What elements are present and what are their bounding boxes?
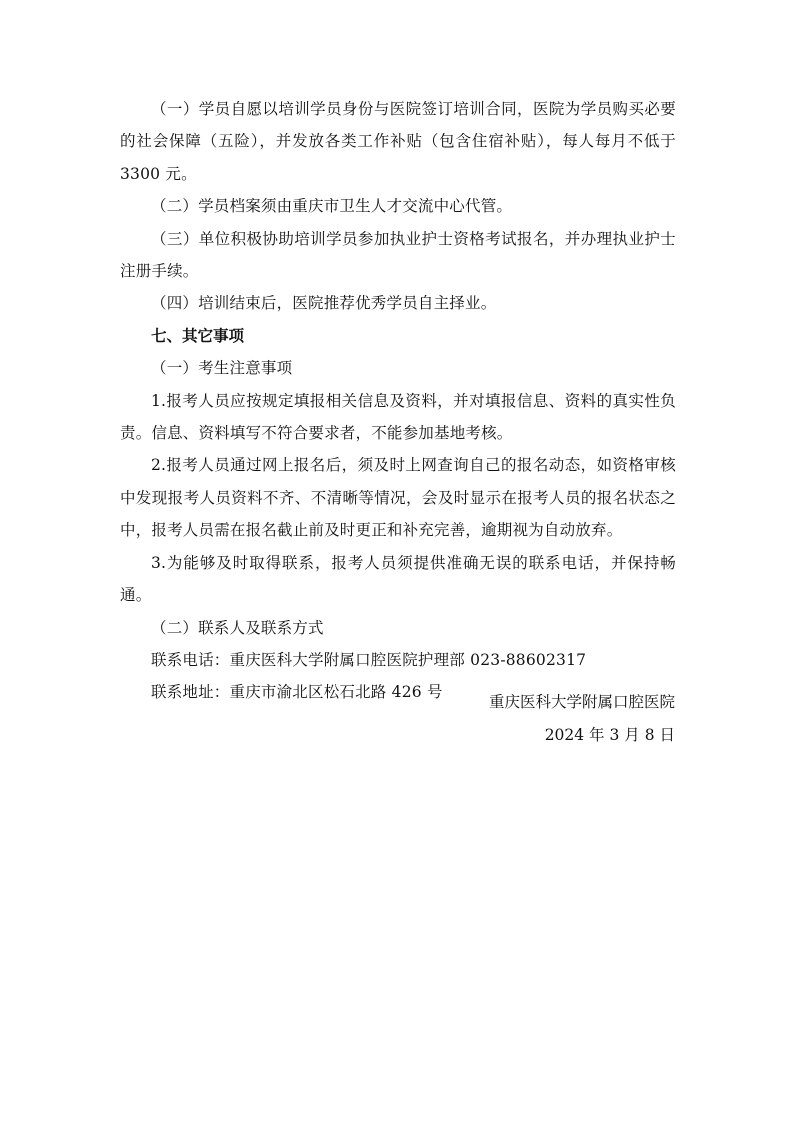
- note-item-1: 1.报考人员应按规定填报相关信息及资料，并对填报信息、资料的真实性负责。信息、资料填写不符合要求者，不能参加基地考核。: [120, 391, 676, 443]
- contact-address: 联系地址：重庆市渝北区松石北路 426 号: [151, 683, 443, 702]
- paragraph-nurse-exam-registration: （三）单位积极协助培训学员参加执业护士资格考试报名，并办理执业护士注册手续。: [120, 229, 676, 281]
- subheading-contact-info: （二）联系人及联系方式: [151, 618, 324, 637]
- subheading-candidate-notes: （一）考生注意事项: [151, 359, 293, 378]
- note-item-2: 2.报考人员通过网上报名后，须及时上网查询自己的报名动态，如资格审核中发现报考人员资料不齐、不清晰等情况，会及时显示在报考人员的报名状态之中，报考人员需在报名截止前及时更正和补充完善，逾期视为自动放弃。: [120, 456, 676, 540]
- paragraph-employment-recommendation: （四）培训结束后，医院推荐优秀学员自主择业。: [151, 294, 497, 313]
- section-heading-other-matters: 七、其它事项: [151, 326, 245, 345]
- signature-date: 2024 年 3 月 8 日: [544, 726, 675, 744]
- document-body: [120, 93, 676, 709]
- contact-phone: 联系电话：重庆医科大学附属口腔医院护理部 023-88602317: [151, 650, 587, 669]
- paragraph-archive-management: （二）学员档案须由重庆市卫生人才交流中心代管。: [151, 197, 513, 216]
- signature-block: [489, 686, 675, 752]
- note-item-3: 3.为能够及时取得联系，报考人员须提供准确无误的联系电话，并保持畅通。: [120, 553, 676, 605]
- paragraph-training-contract: （一）学员自愿以培训学员身份与医院签订培训合同，医院为学员购买必要的社会保障（五险），并发放各类工作补贴（包含住宿补贴），每人每月不低于 3300 元。: [120, 100, 676, 183]
- signature-organization: 重庆医科大学附属口腔医院: [488, 693, 675, 711]
